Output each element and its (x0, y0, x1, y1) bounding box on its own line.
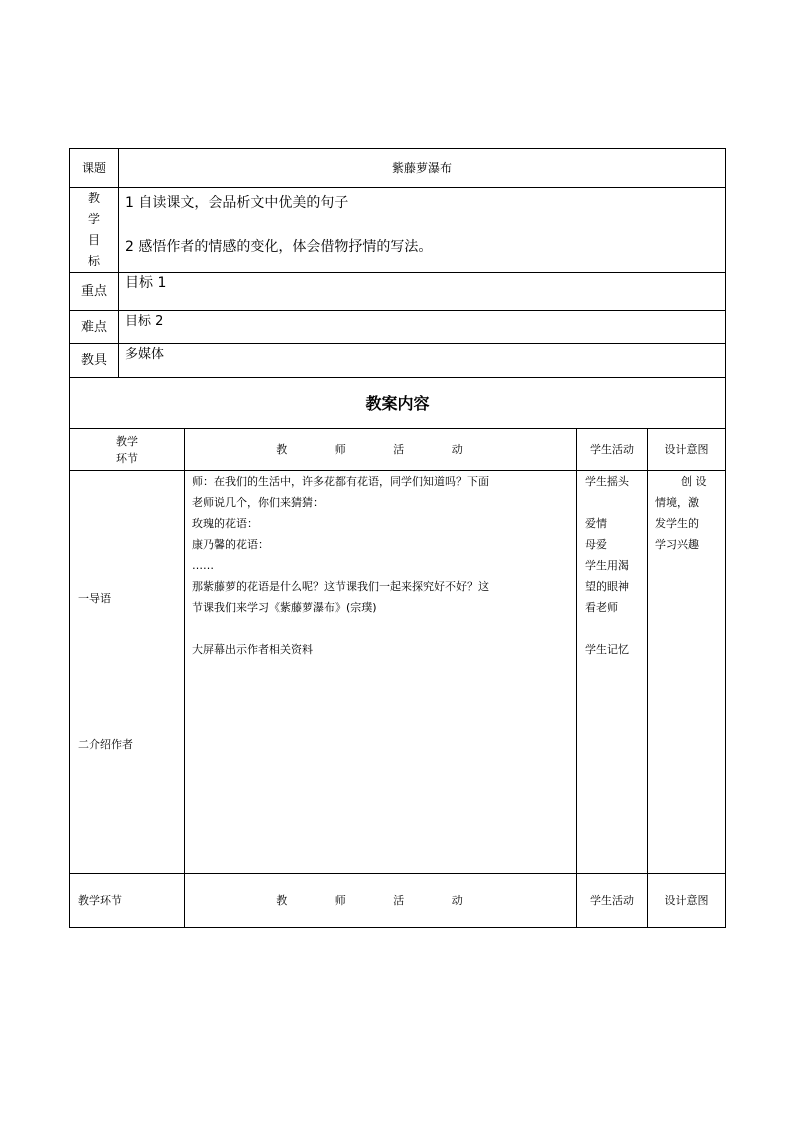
footer-design: 设计意图 (648, 874, 726, 928)
topic-value: 紫藤萝瀑布 (119, 149, 726, 188)
column-header-row (70, 429, 726, 471)
key-row (70, 273, 726, 311)
footer-student: 学生活动 (577, 874, 648, 928)
key-label: 重点 (70, 273, 119, 311)
col-stage: 教学 环节 (70, 429, 185, 471)
section-title: 教案内容 (70, 378, 726, 429)
lesson-plan-table (69, 148, 726, 928)
difficulty-value: 目标 2 (119, 311, 726, 344)
goal-items (119, 188, 726, 273)
col-teacher: 教 师 活 动 (185, 429, 577, 471)
key-value: 目标 1 (119, 273, 726, 311)
content-row (70, 471, 726, 874)
goal-item-1: 1 自读课文，会品析文中优美的句子 (125, 195, 349, 211)
topic-row (70, 149, 726, 188)
stage-cell (70, 471, 185, 874)
goal-label: 教 学 目 标 (70, 188, 119, 273)
tools-value: 多媒体 (119, 344, 726, 378)
col-design: 设计意图 (648, 429, 726, 471)
student-activity: 学生摇头 爱情 母爱 学生用渴 望的眼神 看老师 学生记忆 (577, 471, 648, 874)
design-intent: 创 设 情境，激 发学生的 学习兴趣 (648, 471, 726, 874)
stage-intro: 一导语 (78, 592, 111, 605)
goal-item-2: 2 感悟作者的情感的变化，体会借物抒情的写法。 (125, 239, 433, 255)
difficulty-label: 难点 (70, 311, 119, 344)
footer-header-row (70, 874, 726, 928)
tools-label: 教具 (70, 344, 119, 378)
footer-stage: 教学环节 (70, 874, 185, 928)
teacher-activity: 师：在我们的生活中，许多花都有花语，同学们知道吗？下面 老师说几个，你们来猜猜： 玫瑰的花语： 康乃馨的花语： …… 那紫藤萝的花语是什么呢？这节课我们一起来探究好不好？这 节课我们来学习《紫藤萝瀑布》(宗璞) 大屏幕出示作者相关资料 (185, 471, 577, 874)
goal-row (70, 188, 726, 273)
tools-row (70, 344, 726, 378)
difficulty-row (70, 311, 726, 344)
section-title-row (70, 378, 726, 429)
footer-teacher: 教 师 活 动 (185, 874, 577, 928)
stage-author: 二介绍作者 (78, 738, 133, 751)
topic-label: 课题 (70, 149, 119, 188)
col-student: 学生活动 (577, 429, 648, 471)
